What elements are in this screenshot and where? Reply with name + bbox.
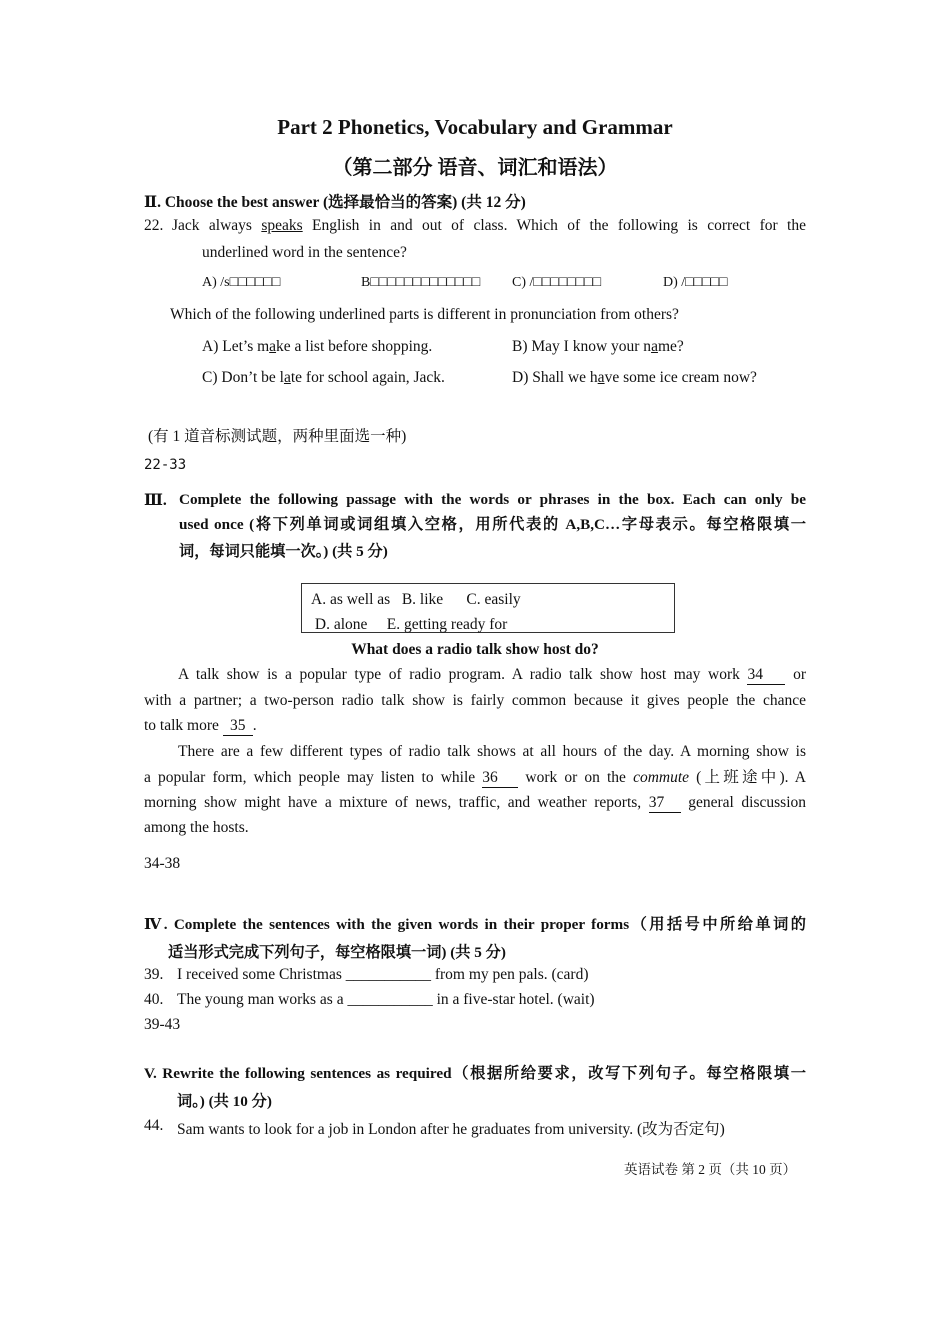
passage-text: a popular form, which people may listen to while — [144, 769, 483, 786]
alt-option-a-post: ke a list before shopping. — [276, 338, 433, 355]
blank-34[interactable]: 34 — [747, 667, 785, 685]
alt-question: Which of the following underlined parts is different in pronunciation from others? — [170, 306, 679, 323]
q39-text[interactable]: I received some Christmas ___________ from my pen pals. (card) — [177, 966, 589, 983]
q39-number: 39. — [144, 966, 164, 983]
alt-option-d-underlined: a — [597, 369, 605, 386]
section2-note: (有 1 道音标测试题，两种里面选一种) — [148, 428, 407, 445]
q22-text-post: English in and out of class. Which of the following is correct for the — [302, 217, 806, 234]
passage-text: A talk show is a popular type of radio program. A radio talk show host may work — [178, 666, 748, 683]
section2-heading: Ⅱ. Choose the best answer (选择最恰当的答案) (共 12 分) — [144, 194, 526, 211]
q22-text-pre: Jack always — [172, 217, 262, 234]
q40-text[interactable]: The young man works as a ___________ in a five-star hotel. (wait) — [177, 991, 595, 1008]
passage-title: What does a radio talk show host do? — [351, 641, 599, 658]
page-footer: 英语试卷 第 2 页（共 10 页） — [624, 1162, 797, 1177]
passage-text: . — [252, 717, 257, 734]
alt-option-d[interactable] — [512, 369, 757, 387]
q22-number: 22. — [144, 217, 164, 234]
section5-heading-line2: 词。) (共 10 分) — [177, 1093, 272, 1110]
section3-number: Ⅲ. — [144, 492, 167, 509]
passage-p1-line3 — [144, 717, 257, 736]
passage-p2-line3 — [144, 790, 806, 816]
blank-35[interactable]: 35 — [223, 718, 253, 736]
q22-stem — [172, 213, 806, 239]
q22-option-a[interactable]: A) /s□□□□□□ — [202, 275, 281, 290]
passage-text: work or on the — [518, 769, 634, 786]
q22-option-b[interactable]: B□□□□□□□□□□□□□ — [361, 275, 481, 290]
part-subtitle: （第二部分 语音、词汇和语法） — [332, 157, 618, 179]
alt-option-b-post: me? — [657, 338, 684, 355]
passage-text: morning show might have a mixture of news, traffic, and weather reports, — [144, 794, 649, 811]
q22-option-d[interactable]: D) /□□□□□ — [663, 275, 728, 290]
alt-option-a-underlined: a — [269, 338, 277, 355]
section4-heading-line1: Ⅳ. Complete the sentences with the given words in their proper forms（用括号中所给单词的 — [144, 916, 806, 933]
q22-underlined-word: speaks — [261, 217, 303, 234]
section4-heading-line2: 适当形式完成下列句子，每空格限填一词) (共 5 分) — [168, 944, 506, 961]
passage-p1-line2: with a partner; a two-person radio talk show is fairly common because it gives people the chance — [144, 692, 806, 709]
q22-stem-line2: underlined word in the sentence? — [202, 244, 407, 261]
passage-text: general discussion — [680, 794, 806, 811]
alt-option-d-post: ve some ice cream now? — [604, 369, 757, 386]
passage-p2-line4: among the hosts. — [144, 819, 249, 836]
part-title: Part 2 Phonetics, Vocabulary and Grammar — [277, 115, 673, 139]
section3-heading-line3: 词，每词只能填一次。) (共 5 分) — [179, 543, 388, 560]
word-box-line2: D. alone E. getting ready for — [311, 616, 508, 633]
alt-option-b-underlined: a — [651, 338, 658, 355]
passage-p1-line1 — [178, 662, 806, 688]
section5-heading-line1: V. Rewrite the following sentences as required（根据所给要求，改写下列句子。每空格限填一 — [144, 1065, 806, 1082]
alt-option-c-pre: C) Don’t be l — [202, 369, 284, 386]
q40-number: 40. — [144, 991, 164, 1008]
section4-range: 39-43 — [144, 1016, 181, 1033]
section3-heading-line2: used once (将下列单词或词组填入空格，用所代表的 A,B,C…字母表示。每空格限填一 — [179, 516, 806, 533]
passage-text: to talk more — [144, 717, 223, 734]
passage-p2-line1: There are a few different types of radio talk shows at all hours of the day. A morning show is — [178, 743, 806, 760]
passage-text: or — [785, 666, 806, 683]
alt-option-b[interactable] — [512, 338, 684, 356]
word-box-line1: A. as well as B. like C. easily — [311, 591, 521, 608]
q22-option-c[interactable]: C) /□□□□□□□□ — [512, 275, 602, 290]
section3-range: 34-38 — [144, 855, 181, 872]
passage-text: (上班途中). A — [689, 769, 807, 786]
section2-range: 22-33 — [144, 457, 187, 473]
alt-option-c[interactable] — [202, 369, 445, 387]
blank-36[interactable]: 36 — [482, 770, 518, 788]
alt-option-a-pre: A) Let’s m — [202, 338, 270, 355]
passage-italic-word: commute — [633, 769, 690, 786]
q44-text[interactable]: Sam wants to look for a job in London after he graduates from university. (改为否定句) — [177, 1121, 725, 1138]
q44-number: 44. — [144, 1117, 164, 1134]
alt-option-c-post: te for school again, Jack. — [290, 369, 445, 386]
alt-option-b-pre: B) May I know your n — [512, 338, 652, 355]
alt-option-c-underlined: a — [283, 369, 291, 386]
alt-option-a[interactable] — [202, 338, 432, 356]
alt-option-d-pre: D) Shall we h — [512, 369, 598, 386]
section3-heading-line1: Complete the following passage with the words or phrases in the box. Each can only be — [179, 491, 806, 508]
blank-37[interactable]: 37 — [649, 795, 681, 813]
passage-p2-line2 — [144, 765, 806, 791]
